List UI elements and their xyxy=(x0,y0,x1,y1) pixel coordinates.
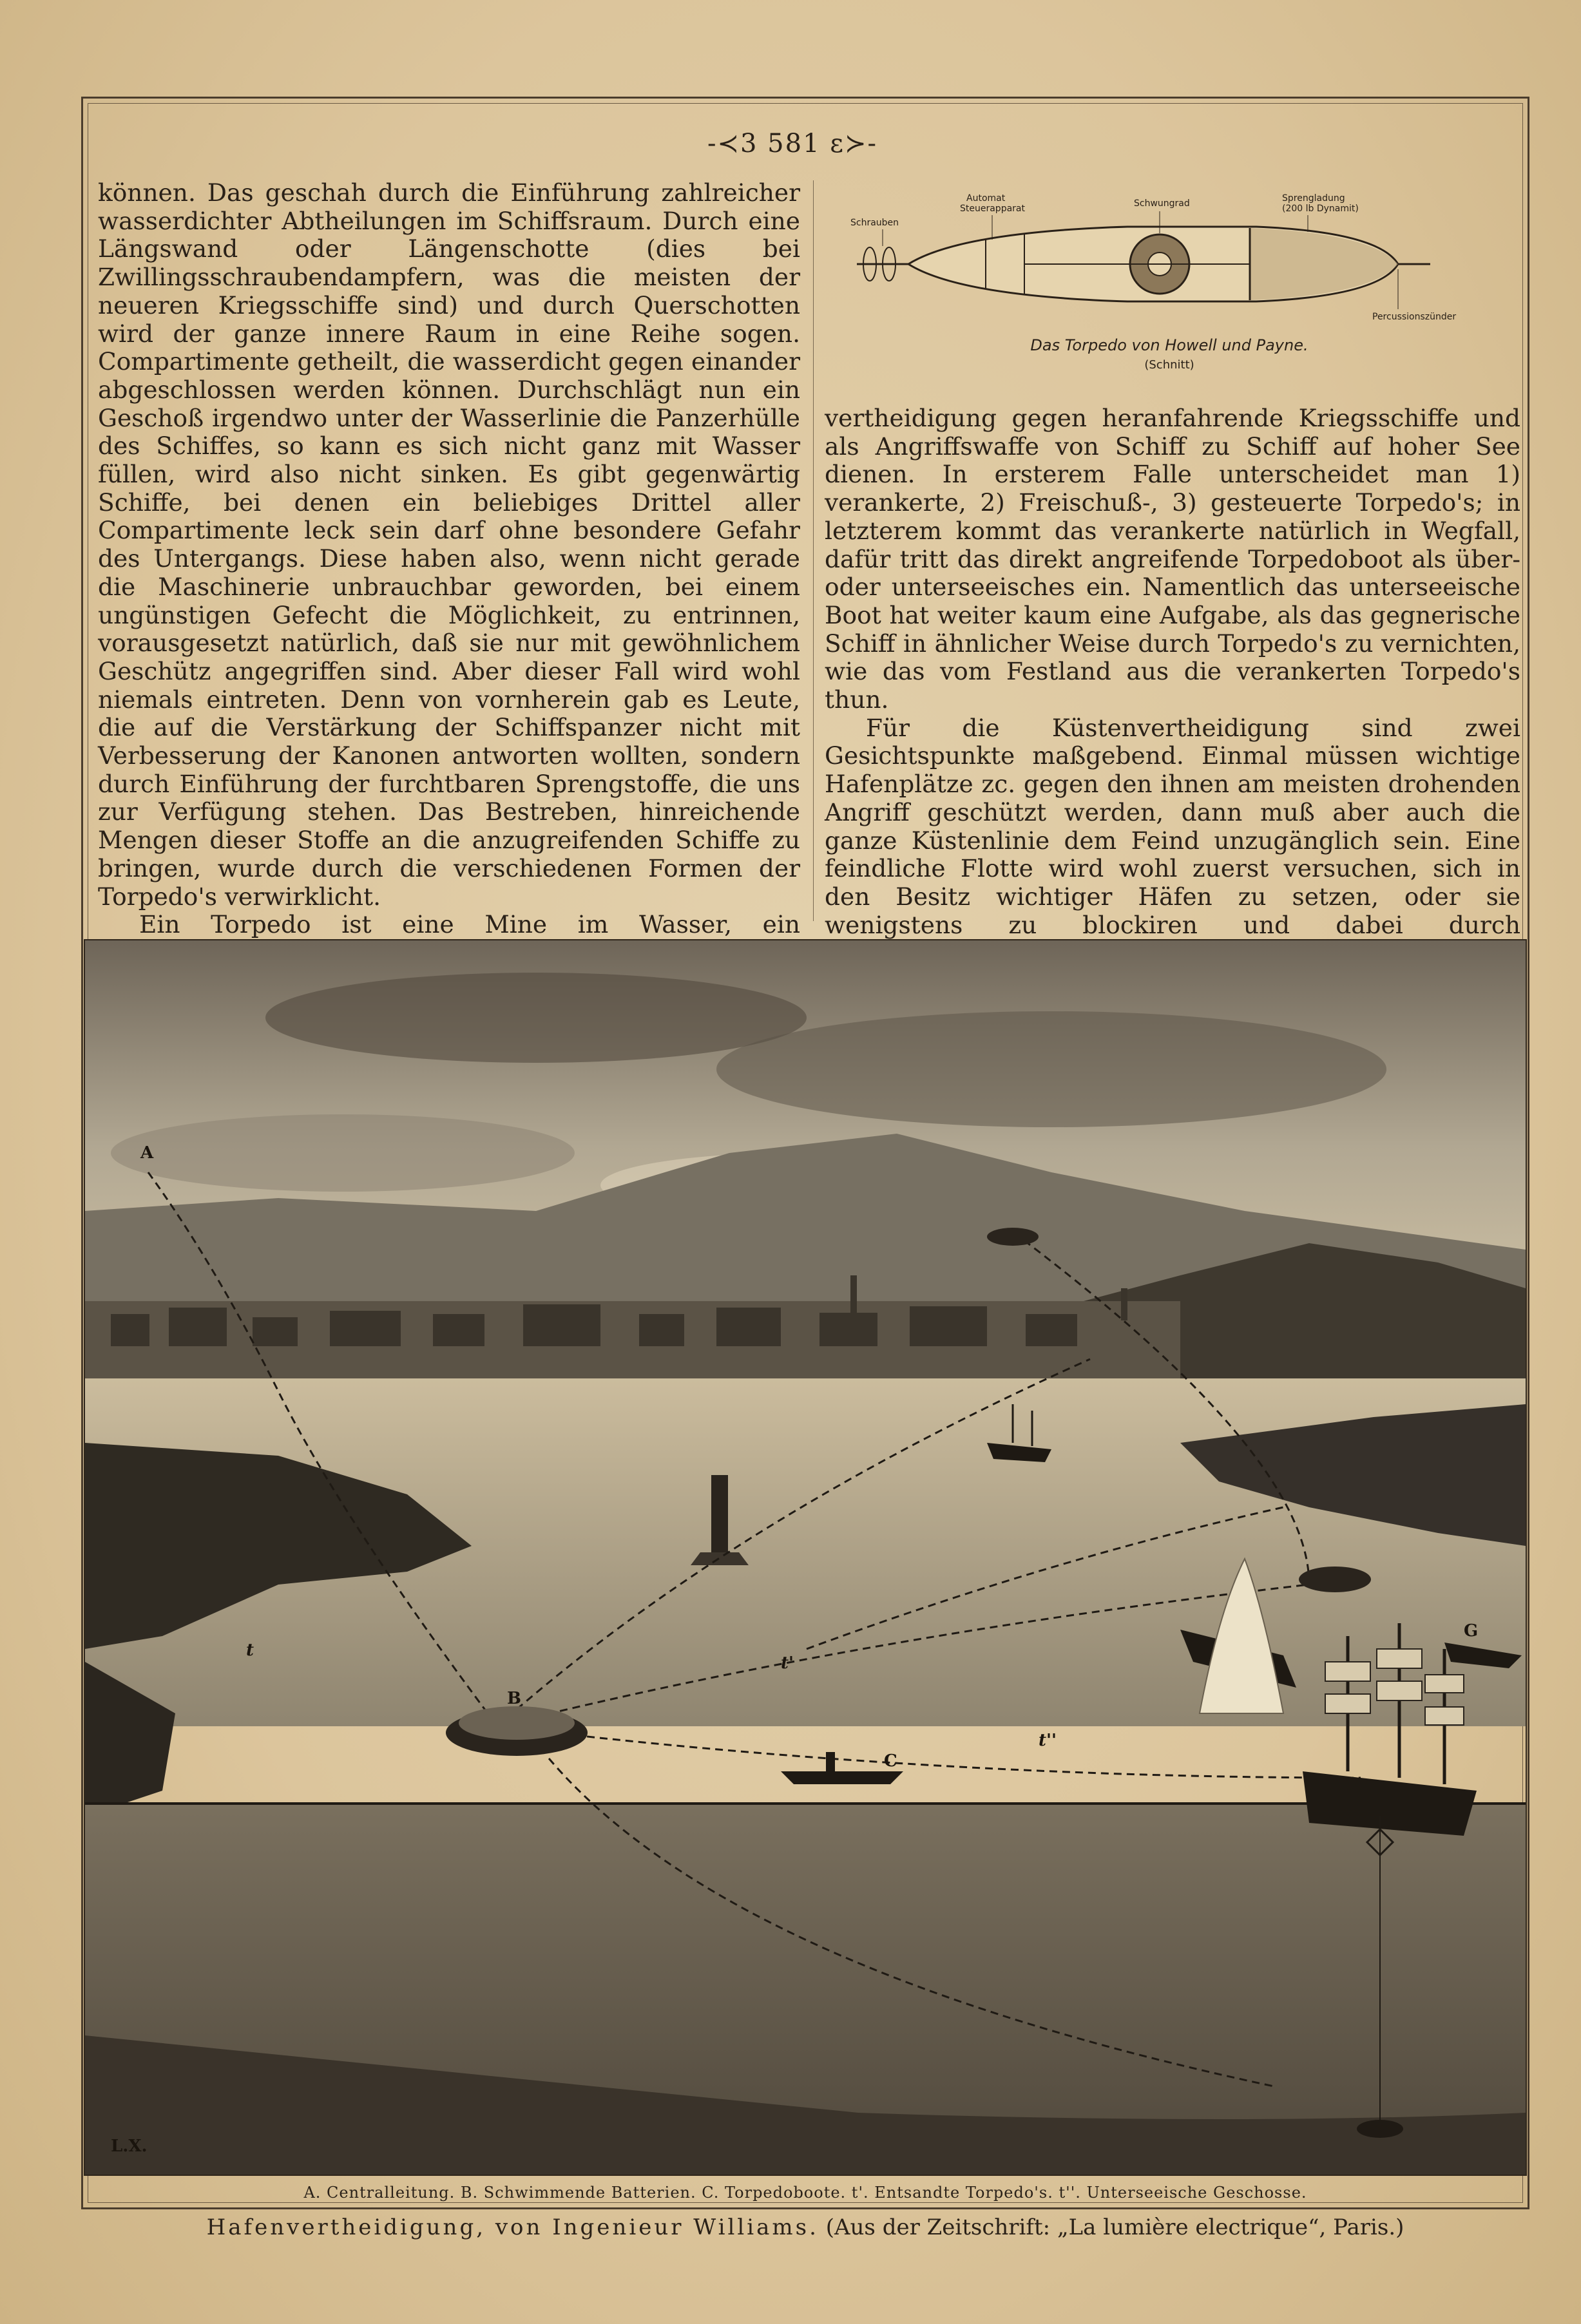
column-divider xyxy=(813,180,814,921)
ornament-left: -≺3 xyxy=(707,129,758,158)
plate-title-main: Hafenvertheidigung, von Ingenieur Williams. xyxy=(206,2214,819,2240)
engraver-signature: L.X. xyxy=(111,2137,148,2156)
left-paragraph-1: können. Das geschah durch die Einführung zahlreicher wasserdichter Abtheilungen im Schiffsraum. Durch eine Längswand oder Längenschotte (dies bei Zwillingsschraubendampfern, was die meisten der neueren Kriegsschiffe sind) und durch Querschotten wird der ganze innere Raum in eine Reihe sogen. Compartimente getheilt, die wasserdicht gegen einander abgeschlossen werden können. Durchschlägt nun ein Geschoß irgendwo unter der Wasserlinie die Panzerhülle des Schiffes, so kann es sich nicht ganz mit Wasser füllen, wird also nicht sinken. Es gibt gegenwärtig Schiffe, bei denen ein beliebiges Drittel aller Compartimente leck sein darf ohne besondere Gefahr des Untergangs. Diese haben also, wenn nicht gerade die Maschinerie unbrauchbar geworden, bei einem ungünstigen Gefecht die Möglichkeit, zu entrinnen, vorausgesetzt natürlich, daß sie nur mit gewöhnlichem Geschütz angegriffen sind. Aber dieser Fall wird wohl niemals eintreten. Denn von vornherein gab es Leute, die auf die Verstärkung der Schiffspanzer nicht mit Verbesserung der Kanonen antworten wollten, sondern durch Einführung der furchtbaren Sprengstoffe, die uns zur Verfügung stehen. Das Bestreben, hinreichende Mengen dieser Stoffe an die anzugreifenden Schiffe zu bringen, wurde durch die verschiedenen Formen der Torpedo's verwirklicht. xyxy=(98,178,800,911)
marker-g: G xyxy=(1464,1621,1479,1641)
left-column xyxy=(98,179,800,1024)
marker-t-prime: t' xyxy=(781,1653,794,1673)
label-schrauben: Schrauben xyxy=(850,218,899,228)
label-steuerapparat: Steuerapparat xyxy=(960,204,1025,214)
marker-c: C xyxy=(884,1751,897,1771)
marker-t-double-prime: t'' xyxy=(1039,1731,1057,1750)
diagram-subcaption: (Schnitt) xyxy=(1144,358,1194,372)
label-percussionszuender: Percussionszünder xyxy=(1372,312,1457,322)
right-column xyxy=(825,405,1520,996)
label-sprengladung-detail: (200 lb Dynamit) xyxy=(1282,204,1359,214)
torpedo-cross-section xyxy=(831,187,1508,354)
label-schwungrad: Schwungrad xyxy=(1134,198,1190,209)
label-automat: Automat xyxy=(966,193,1006,204)
marker-b: B xyxy=(507,1689,521,1708)
marker-t: t xyxy=(246,1641,254,1660)
engraving-illustration xyxy=(85,940,1526,2175)
diagram-caption: Das Torpedo von Howell und Payne. xyxy=(1030,336,1308,354)
page-number-header xyxy=(696,129,889,158)
marker-a: A xyxy=(140,1143,154,1163)
right-paragraph-1: vertheidigung gegen heranfahrende Kriegsschiffe und als Angriffswaffe von Schiff zu Schiff auf hoher See dienen. In ersterem Falle unterscheidet man 1) verankerte, 2) Freischuß-, 3) gesteuerte Torpedo's; in letzterem kommt das verankerte natürlich in Wegfall, dafür tritt das direkt angreifende Torpedoboot als über- oder unterseeisches ein. Namentlich das unterseeische Boot hat weiter kaum eine Aufgabe, als das gegnerische Schiff in ähnlicher Weise durch Torpedo's zu vernichten, wie das vom Festland aus die verankerten Torpedo's thun. xyxy=(825,404,1520,714)
ornament-right: ε≻- xyxy=(830,129,878,158)
plate-title-source: (Aus der Zeitschrift: „La lumière electrique“, Paris.) xyxy=(825,2214,1404,2240)
plate-title xyxy=(84,2214,1527,2240)
right-paragraph-2: Für die Küstenvertheidigung sind zwei Gesichtspunkte maßgebend. Einmal müssen wichtige Hafenplätze zc. gegen den ihnen am meisten drohenden Angriff geschützt werden, dann muß aber auch die ganze Küstenlinie dem Feind unzugänglich sein. Eine feindliche Flotte wird wohl zuerst versuchen, sich in den Besitz wichtiger Häfen zu setzen, oder sie wenigstens zu blockiren und dabei durch xyxy=(825,713,1520,939)
harbor-defense-engraving xyxy=(84,939,1527,2176)
page-number: 581 xyxy=(767,129,821,158)
torpedo-diagram xyxy=(831,187,1508,393)
left-paragraph-2: Ein Torpedo ist eine Mine im Wasser, ein xyxy=(139,910,800,939)
label-sprengladung: Sprengladung xyxy=(1282,193,1345,204)
plate-legend: A. Centralleitung. B. Schwimmende Batterien. C. Torpedoboote. t'. Entsandte Torpedo's. t''. Unterseeische Geschosse. xyxy=(303,2184,1307,2202)
